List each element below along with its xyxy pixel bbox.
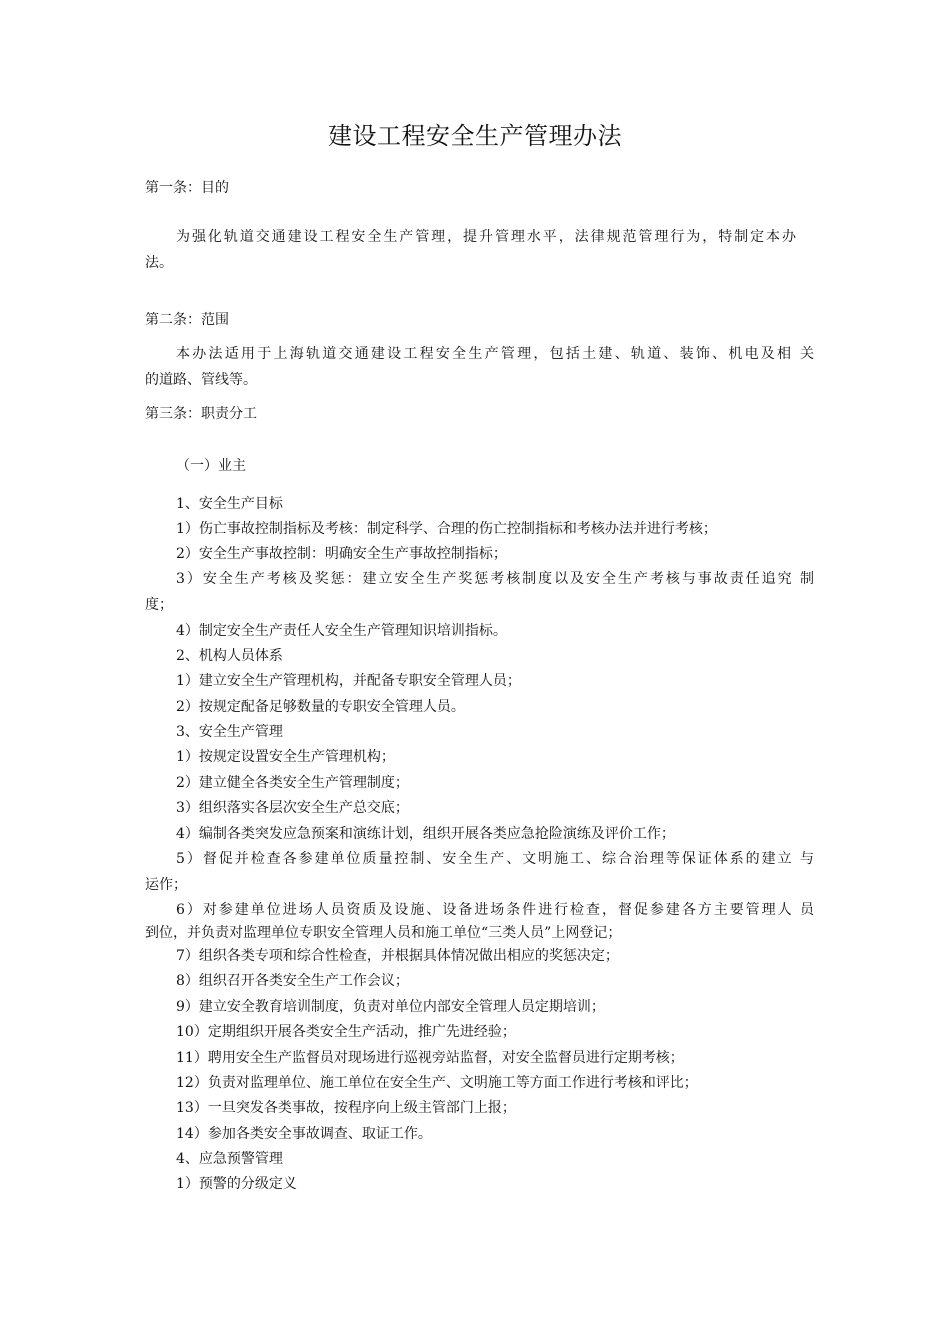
item-3-13: 13）一旦突发各类事故，按程序向上级主管部门上报； [176, 1100, 516, 1116]
item-3-5-line-1: 5）督促并检查各参建单位质量控制、安全生产、文明施工、综合治理等保证体系的建立 与 [176, 851, 814, 867]
subsection-owner-heading: （一）业主 [176, 458, 246, 474]
item-1-1: 1）伤亡事故控制指标及考核：制定科学、合理的伤亡控制指标和考核办法并进行考核； [176, 521, 717, 537]
item-3-4: 4）编制各类突发应急预案和演练计划，组织开展各类应急抢险演练及评价工作； [176, 826, 675, 842]
item-2-heading: 2、机构人员体系 [176, 648, 283, 664]
article-2-paragraph-line-1: 本办法适用于上海轨道交通建设工程安全生产管理，包括土建、轨道、装饰、机电及相 关 [176, 346, 814, 362]
item-3-2: 2）建立健全各类安全生产管理制度； [176, 775, 409, 791]
item-3-6-line-1: 6）对参建单位进场人员资质及设施、设备进场条件进行检查，督促参建各方主要管理人 员 [176, 902, 814, 918]
article-3-heading: 第三条：职责分工 [145, 406, 257, 422]
article-1-paragraph-line-2: 法。 [145, 255, 173, 271]
item-3-11: 11）聘用安全生产监督员对现场进行巡视旁站监督，对安全监督员进行定期考核； [176, 1050, 684, 1066]
item-1-3-line-1: 3）安全生产考核及奖惩：建立安全生产奖惩考核制度以及安全生产考核与事故责任追究 制 [176, 571, 814, 587]
item-3-5-line-2: 运作； [145, 877, 187, 893]
item-2-2: 2）按规定配备足够数量的专职安全管理人员。 [176, 699, 465, 715]
item-3-10: 10）定期组织开展各类安全生产活动，推广先进经验； [176, 1024, 516, 1040]
item-1-heading: 1、安全生产目标 [176, 496, 283, 512]
item-2-1: 1）建立安全生产管理机构，并配备专职安全管理人员； [176, 673, 521, 689]
item-4-heading: 4、应急预警管理 [176, 1151, 283, 1167]
article-2-heading: 第二条：范围 [145, 312, 229, 328]
item-3-7: 7）组织各类专项和综合性检查，并根据具体情况做出相应的奖惩决定； [176, 948, 619, 964]
item-3-6-line-2: 到位，并负责对监理单位专职安全管理人员和施工单位“三类人员”上网登记； [145, 925, 622, 941]
article-2-paragraph-line-2: 的道路、管线等。 [145, 372, 257, 388]
item-3-heading: 3、安全生产管理 [176, 724, 283, 740]
item-3-3: 3）组织落实各层次安全生产总交底； [176, 800, 409, 816]
item-3-9: 9）建立安全教育培训制度，负责对单位内部安全管理人员定期培训； [176, 999, 605, 1015]
item-3-12: 12）负责对监理单位、施工单位在安全生产、文明施工等方面工作进行考核和评比； [176, 1075, 698, 1091]
item-1-3-line-2: 度； [145, 597, 173, 613]
item-3-14: 14）参加各类安全事故调查、取证工作。 [176, 1126, 432, 1142]
item-3-1: 1）按规定设置安全生产管理机构； [176, 749, 395, 765]
article-1-paragraph-line-1: 为强化轨道交通建设工程安全生产管理，提升管理水平，法律规范管理行为，特制定本办 [176, 229, 796, 245]
item-1-2: 2）安全生产事故控制：明确安全生产事故控制指标； [176, 546, 507, 562]
document-title: 建设工程安全生产管理办法 [328, 122, 622, 150]
item-1-4: 4）制定安全生产责任人安全生产管理知识培训指标。 [176, 623, 507, 639]
article-1-heading: 第一条：目的 [145, 180, 229, 196]
item-4-1: 1）预警的分级定义 [176, 1176, 297, 1192]
item-3-8: 8）组织召开各类安全生产工作会议； [176, 973, 409, 989]
